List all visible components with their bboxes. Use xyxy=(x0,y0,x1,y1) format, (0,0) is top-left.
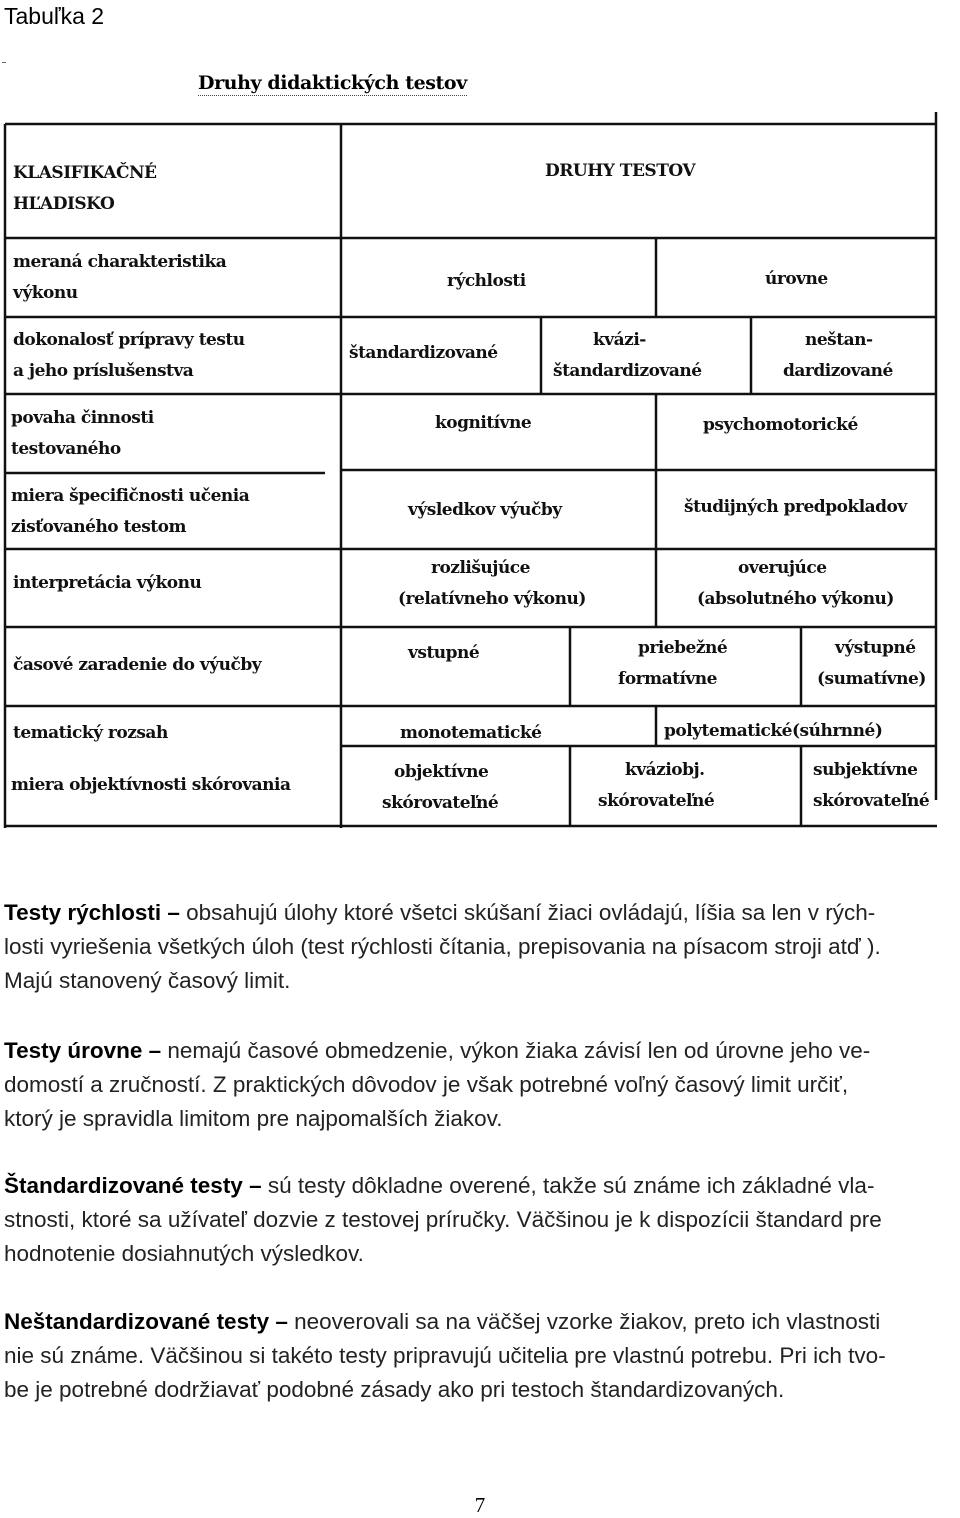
type-cell: overujúce (absolutného výkonu) xyxy=(697,558,894,609)
figure-title: Druhy didaktických testov xyxy=(198,72,467,94)
type-cell: polytematické(súhrnné) xyxy=(664,721,883,741)
type-cell: vstupné xyxy=(408,643,480,663)
type-cell: monotematické xyxy=(400,723,542,743)
type-cell: priebežné formatívne xyxy=(618,638,728,689)
paragraph-text: obsahujú úlohy ktoré všetci skúšaní žiaci ovládajú, líšia sa len v rých- losti vyriešenia všetkých úloh (test rýchlosti čítania, prepisovania na písacom stroji atď ). Majú stanovený časový limit. xyxy=(4,900,881,993)
type-cell: výsledkov výučby xyxy=(408,500,562,520)
defined-term: Neštandardizované testy – xyxy=(4,1309,288,1334)
type-cell: kognitívne xyxy=(435,413,532,433)
paragraph-speed-tests xyxy=(4,896,956,998)
types-column-header: DRUHY TESTOV xyxy=(545,161,696,181)
defined-term: Testy úrovne – xyxy=(4,1038,162,1063)
type-cell: študijných predpokladov xyxy=(684,497,907,517)
criterion-cell: miera špecifičnosti učenia zisťovaného testom xyxy=(11,486,250,537)
paragraph-text: neoverovali sa na väčšej vzorke žiakov, preto ich vlastnosti nie sú známe. Väčšinou si takéto testy pripravujú učitelia pre vlastnú potrebu. Pri ich tvo- be je potrebné dodržiavať podobné zásady ako pri testoch štandardizovaných. xyxy=(4,1309,886,1402)
criterion-cell: interpretácia výkonu xyxy=(13,573,202,593)
criterion-cell: tematický rozsah xyxy=(13,723,168,743)
type-cell: kvázi- štandardizované xyxy=(553,330,702,381)
paragraph-nonstandardized-tests xyxy=(4,1305,956,1407)
type-cell: výstupné (sumatívne) xyxy=(817,638,926,689)
paragraph-standardized-tests xyxy=(4,1169,956,1271)
paragraph-text: nemajú časové obmedzenie, výkon žiaka závisí len od úrovne jeho ve- domostí a zručností. Z praktických dôvodov je však potrebné voľný časový limit určiť, ktorý je spravidla limitom pre najpomalších žiakov. xyxy=(4,1038,871,1131)
type-cell: psychomotorické xyxy=(703,415,858,435)
criterion-column-header: KLASIFIKAČNÉ HĽADISKO xyxy=(13,163,157,214)
defined-term: Testy rýchlosti – xyxy=(4,900,180,925)
type-cell: štandardizované xyxy=(349,343,498,363)
defined-term: Štandardizované testy – xyxy=(4,1173,262,1198)
type-cell: úrovne xyxy=(765,269,828,289)
criterion-cell: časové zaradenie do výučby xyxy=(13,655,262,675)
type-cell: rozlišujúce (relatívneho výkonu) xyxy=(398,558,586,609)
type-cell: neštan- dardizované xyxy=(783,330,893,381)
criterion-cell: miera objektívnosti skórovania xyxy=(11,775,291,795)
type-cell: kváziobj. skórovateľné xyxy=(598,760,715,811)
type-cell: subjektívne skórovateľné xyxy=(813,760,930,811)
paragraph-text: sú testy dôkladne overené, takže sú známe ich základné vla- stnosti, ktoré sa užívateľ dozvie z testovej príručky. Väčšinou je k dispozícii štandard pre hodnotenie dosiahnutých výsledkov. xyxy=(4,1173,882,1266)
criterion-cell: meraná charakteristika výkonu xyxy=(13,252,227,303)
criterion-cell: dokonalosť prípravy testu a jeho príslušenstva xyxy=(13,330,245,381)
type-cell: objektívne skórovateľné xyxy=(382,762,499,813)
type-cell: rýchlosti xyxy=(447,271,526,291)
page-number: 7 xyxy=(474,1493,486,1517)
criterion-cell: povaha činnosti testovaného xyxy=(11,408,154,459)
page-header: Tabuľka 2 xyxy=(4,3,105,29)
paragraph-level-tests xyxy=(4,1034,956,1136)
